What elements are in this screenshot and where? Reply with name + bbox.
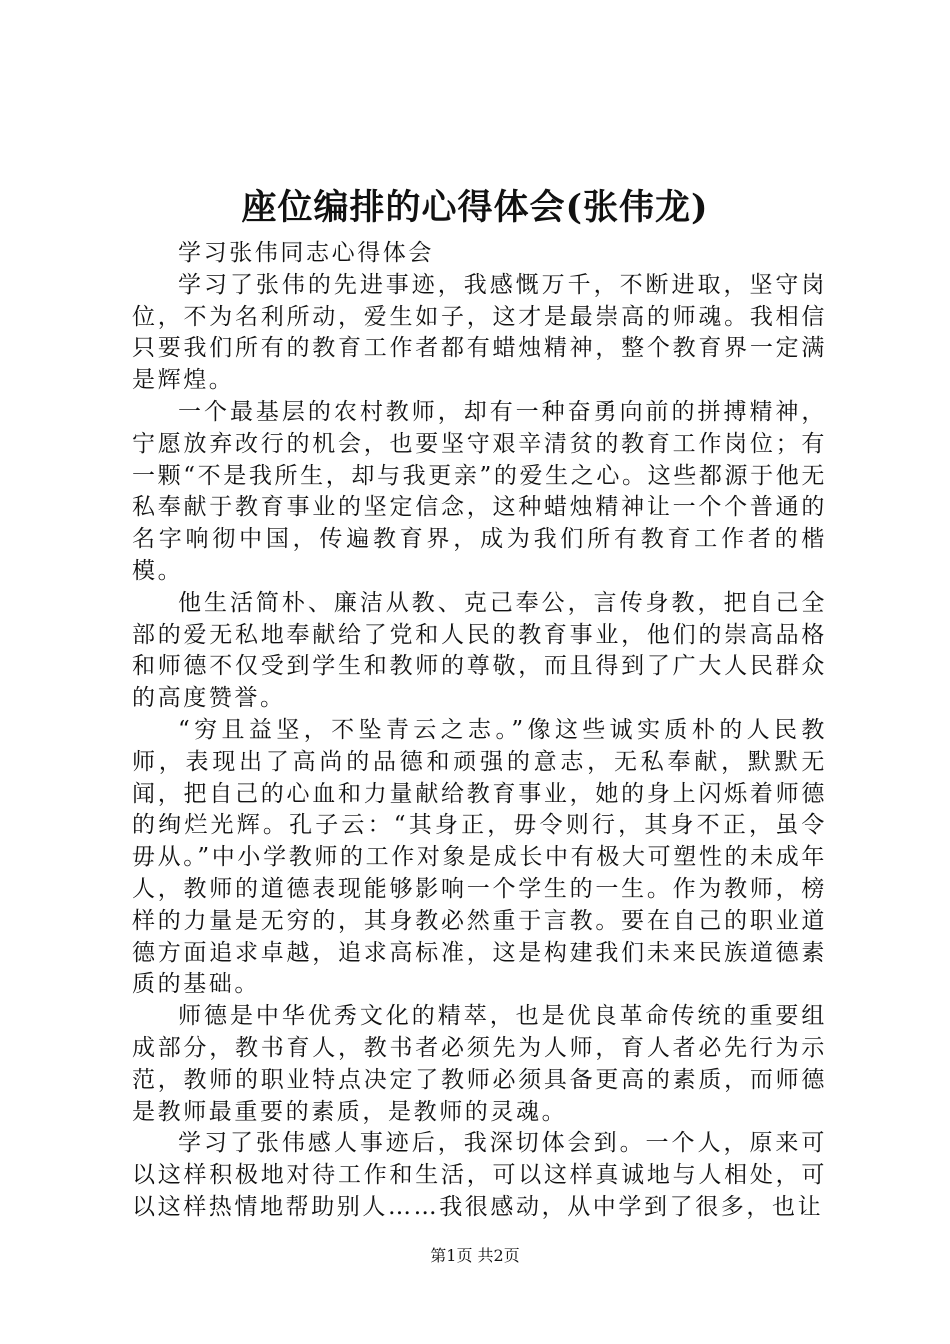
paragraph: 一个最基层的农村教师，却有一种奋勇向前的拼搏精神，宁愿放弃改行的机会，也要坚守艰辛清贫的教育工作岗位；有一颗“不是我所生，却与我更亲”的爱生之心。这些都源于他无私奉献于教育事业的坚定信念，这种蜡烛精神让一个个普通的名字响彻中国，传遍教育界，成为我们所有教育工作者的楷模。	[132, 398, 827, 584]
paragraph: 学习了张伟感人事迹后，我深切体会到。一个人，原来可以这样积极地对待工作和生活，可以这样真诚地与人相处，可以这样热情地帮助别人……我很感动，从中学到了很多，也让	[132, 1130, 827, 1220]
paragraph: 他生活简朴、廉洁从教、克己奉公，言传身教，把自己全部的爱无私地奉献给了党和人民的教育事业，他们的崇高品格和师德不仅受到学生和教师的尊敬，而且得到了广大人民群众的高度赞誉。	[132, 589, 827, 712]
document-title: 座位编排的心得体会(张伟龙)	[241, 187, 709, 228]
paragraph: “穷且益坚，不坠青云之志。”像这些诚实质朴的人民教师，表现出了高尚的品德和顽强的意志，无私奉献，默默无闻，把自己的心血和力量献给教育事业，她的身上闪烁着师德的绚烂光辉。孔子云：“其身正，毋令则行，其身不正，虽令毋从。”中小学教师的工作对象是成长中有极大可塑性的未成年人，教师的道德表现能够影响一个学生的一生。作为教师，榜样的力量是无穷的，其身教必然重于言教。要在自己的职业道德方面追求卓越，追求高标准，这是构建我们未来民族道德素质的基础。	[132, 716, 827, 998]
paragraph: 学习张伟同志心得体会	[178, 240, 434, 266]
page-indicator: 第1页 共2页	[430, 1246, 520, 1265]
paragraph: 师德是中华优秀文化的精萃，也是优良革命传统的重要组成部分，教书育人，教书者必须先为人师，育人者必先行为示范，教师的职业特点决定了教师必须具备更高的素质，而师德是教师最重要的素质，是教师的灵魂。	[132, 1003, 827, 1125]
document-body	[132, 238, 827, 1224]
paragraph: 学习了张伟的先进事迹，我感慨万千，不断进取，坚守岗位，不为名利所动，爱生如子，这才是最崇高的师魂。我相信只要我们所有的教育工作者都有蜡烛精神，整个教育界一定满是辉煌。	[132, 271, 827, 394]
